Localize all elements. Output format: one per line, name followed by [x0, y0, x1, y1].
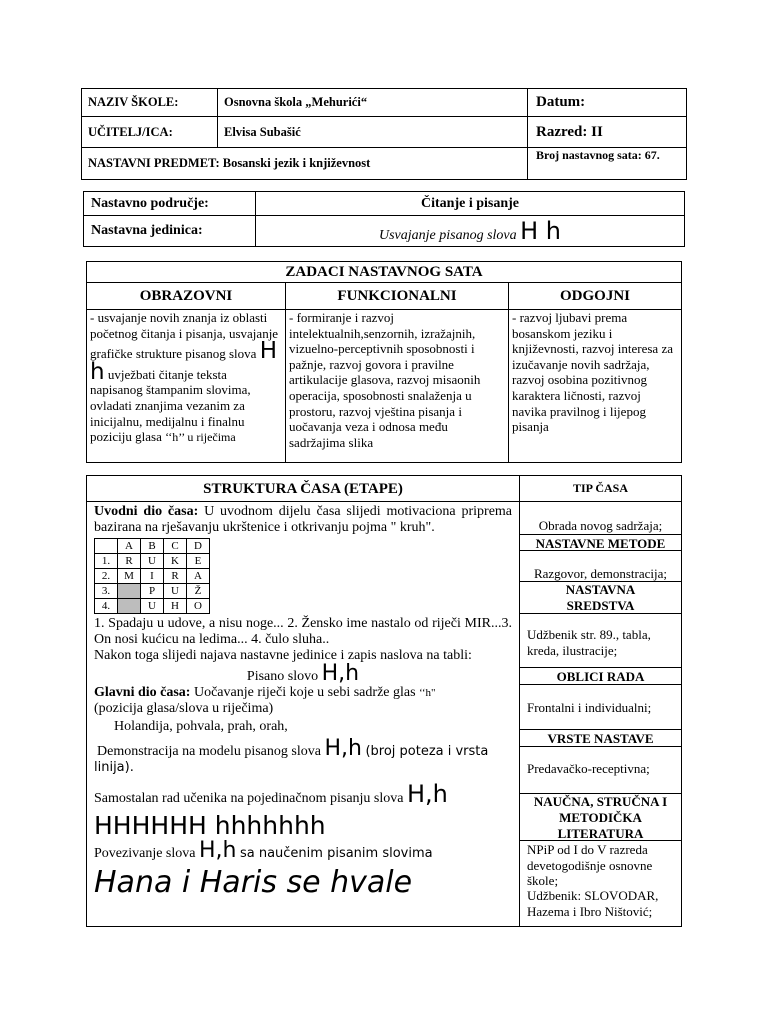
literature-value-2: Udžbenik: SLOVODAR, Hazema i Ibro Ništović;	[527, 888, 659, 919]
cw-h4: D	[187, 539, 210, 554]
connect-letters: H,h	[198, 838, 237, 863]
cw-h0	[95, 539, 118, 554]
kinds-label: VRSTE NASTAVE	[519, 729, 682, 747]
area-value: Čitanje i pisanje	[256, 192, 685, 216]
sentence: Hana i Haris se hvale	[94, 865, 413, 900]
funkcionalni-text: - formiranje i razvoj intelektualnih,senzornih, izražajnih, vizuelno-perceptivnih sposobnosti i pažnje, razvoj govora i pravilne artikulacije glasova, razvoj misaonih operacija, sposobnosti snalaženja u prostoru, razvoj vještina pisanja i uočavanja veza i odnosa među sadržajima slika	[286, 310, 509, 463]
obrazovni-text: - usvajanje novih znanja iz oblasti početnog čitanja i pisanja, usvajanje grafičke strukture pisanog slova H h uvježbati čitanje teksta napisanog štampanim slovima, ovladati znanjima vezanim za inicijalnu, medijalnu i finalnu poziciju glasa ‘‘h’’ u riječima	[87, 310, 286, 463]
cw-cell: P	[141, 584, 164, 599]
lesson-number: Broj nastavnog sata: 67.	[528, 148, 687, 180]
header-table	[81, 88, 687, 180]
cw-cell: H	[164, 599, 187, 614]
obrazovni-letters: H h	[90, 338, 277, 385]
cw-cell: R	[118, 554, 141, 569]
practice-line: HHHHHH hhhhhhh	[94, 811, 326, 840]
solo-letters: H,h	[406, 780, 448, 808]
structure-content: Uvodni dio časa: U uvodnom dijelu časa slijedi motivaciona priprema bazirana na rješavanju ukrštenice i otkrivanju pojma " kruh". A B C D 1. R U K E 2. M I R A 3. P U Ž 4. U H O 1. Spadaju u udove, a nisu noge... 2. Žensko ime nastalo od riječi MIR...3. On nosi kućicu na ledima... 4. čulo sluha.. Nakon toga slijedi najava nastavne jedinice i zapis naslova na tabli: Pisano slovo H,h Glavni dio časa: Uočavanje riječi koje u sebi sadrže glas ‘‘h" (pozicija glasa/slova u riječima) Holandija, pohvala, prah, orah, Demonstracija na modelu pisanog slova H,h (broj poteza i vrsta linija). Samostalan rad učenika na pojedinačnom pisanju slova H,h HHHHHH hhhhhhh Povezivanje slova H,h sa naučenim pisanim slovima Hana i Haris se hvale	[86, 501, 520, 927]
cw-cell: U	[141, 599, 164, 614]
cw-cell: 3.	[95, 584, 118, 599]
type-label: TIP ČASA	[519, 475, 682, 502]
intro-text: U uvodnom dijelu časa slijedi motivaciona priprema bazirana na rješavanju ukrštenice i otkrivanju pojma " kruh".	[94, 504, 513, 535]
cw-shaded-cell	[118, 599, 141, 614]
tools-label: NASTAVNA SREDSTVA	[519, 581, 682, 614]
tasks-title: ZADACI NASTAVNOG SATA	[87, 262, 682, 283]
cw-cell: Ž	[187, 584, 210, 599]
type-value: Obrada novog sadržaja;	[538, 518, 663, 533]
methods-label: NASTAVNE METODE	[519, 534, 682, 551]
cw-cell: A	[187, 569, 210, 584]
structure-title: STRUKTURA ČASA (ETAPE)	[86, 475, 520, 502]
cw-shaded-cell	[118, 584, 141, 599]
after-clues: Nakon toga slijedi najava nastavne jedinice i zapis naslova na tabli:	[94, 648, 472, 663]
school-label: NAZIV ŠKOLE:	[82, 89, 218, 117]
cw-cell: 4.	[95, 599, 118, 614]
teacher-value: Elvisa Subašić	[218, 117, 528, 148]
forms-value: Frontalni i individualni;	[527, 700, 652, 715]
cw-cell: U	[141, 554, 164, 569]
cw-cell: R	[164, 569, 187, 584]
cw-h2: B	[141, 539, 164, 554]
cw-cell: E	[187, 554, 210, 569]
cw-cell: 1.	[95, 554, 118, 569]
cw-cell: 2.	[95, 569, 118, 584]
words: Holandija, pohvala, prah, orah,	[114, 719, 288, 734]
methods-value: Razgovor, demonstracija;	[533, 566, 668, 581]
tasks-table	[86, 261, 682, 463]
col-obrazovni: OBRAZOVNI	[87, 283, 286, 310]
literature-value-1: NPiP od I do V razreda devetogodišnje osnovne škole;	[527, 842, 653, 888]
board-title: Pisano slovo H,h	[246, 661, 360, 686]
cw-cell: I	[141, 569, 164, 584]
cw-cell: O	[187, 599, 210, 614]
main-text2: (pozicija glasa/slova u riječima)	[94, 701, 274, 716]
unit-label: Nastavna jedinica:	[84, 216, 256, 247]
date-label: Datum:	[528, 89, 687, 117]
main-label: Glavni dio časa:	[94, 685, 191, 700]
cw-cell: U	[164, 584, 187, 599]
school-value: Osnovna škola „Mehurići“	[218, 89, 528, 117]
kinds-value: Predavačko-receptivna;	[527, 761, 650, 776]
clues: 1. Spadaju u udove, a nisu noge... 2. Žensko ime nastalo od riječi MIR...3. On nosi kućicu na ledima... 4. čulo sluha..	[94, 616, 512, 647]
teacher-label: UČITELJ/ICA:	[82, 117, 218, 148]
tools-value: Udžbenik str. 89., tabla, kreda, ilustracije;	[527, 627, 651, 658]
grade-label: Razred: II	[528, 117, 687, 148]
demo-letters: H,h	[324, 736, 362, 761]
area-table	[83, 191, 685, 247]
cw-h1: A	[118, 539, 141, 554]
cw-cell: M	[118, 569, 141, 584]
intro-label: Uvodni dio časa:	[94, 504, 199, 519]
crossword	[94, 538, 210, 614]
cw-cell: K	[164, 554, 187, 569]
subject-label: NASTAVNI PREDMET: Bosanski jezik i književnost	[82, 148, 528, 180]
odgojni-text: - razvoj ljubavi prema bosanskom jeziku i književnosti, razvoj interesa za izučavanje novih sadržaja, razvoj osobina pozitivnog karaktera ličnosti, razvoj navika pravilnog i lijepog pisanja	[509, 310, 682, 463]
literature-label: NAUČNA, STRUČNA I METODIČKA LITERATURA	[519, 793, 682, 841]
cw-h3: C	[164, 539, 187, 554]
unit-letters: H h	[520, 217, 562, 245]
board-letters: H,h	[321, 661, 360, 686]
unit-value: Usvajanje pisanog slova H h	[256, 216, 685, 247]
col-odgojni: ODGOJNI	[509, 283, 682, 310]
area-label: Nastavno područje:	[84, 192, 256, 216]
forms-label: OBLICI RADA	[519, 667, 682, 685]
col-funkcionalni: FUNKCIONALNI	[286, 283, 509, 310]
